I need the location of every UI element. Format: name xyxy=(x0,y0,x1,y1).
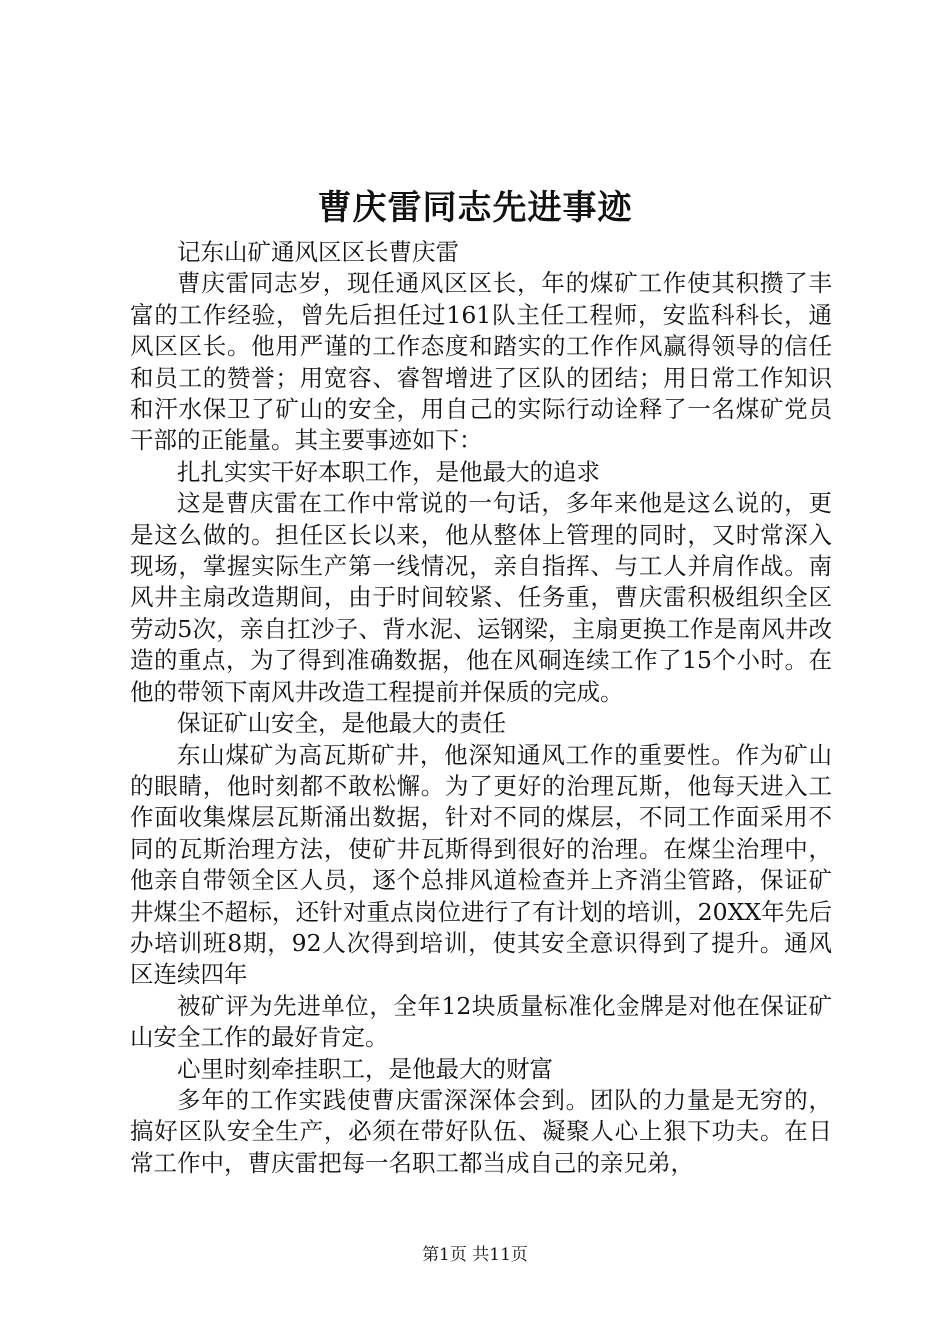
document-title: 曹庆雷同志先进事迹 xyxy=(317,188,633,228)
section-heading: 心里时刻牵挂职工，是他最大的财富 xyxy=(177,1054,553,1083)
document-body xyxy=(130,237,832,1179)
subtitle-paragraph: 记东山矿通风区区长曹庆雷 xyxy=(177,238,459,266)
body-paragraph: 被矿评为先进单位，全年12块质量标准化金牌是对他在保证矿山安全工作的最好肯定。 xyxy=(130,991,832,1052)
page-number-footer: 第1页 共11页 xyxy=(422,1245,528,1265)
section-heading: 保证矿山安全，是他最大的责任 xyxy=(177,709,506,738)
body-paragraph: 曹庆雷同志岁，现任通风区区长，年的煤矿工作使其积攒了丰富的工作经验，曾先后担任过161队主任工程师，安监科科长，通风区区长。他用严谨的工作态度和踏实的工作作风赢得领导的信任和员工的赞誉；用宽容、睿智增进了区队的团结；用日常工作知识和汗水保卫了矿山的安全，用自己的实际行动诠释了一名煤矿党员干部的正能量。其主要事迹如下： xyxy=(130,269,832,455)
body-paragraph: 东山煤矿为高瓦斯矿井，他深知通风工作的重要性。作为矿山的眼睛，他时刻都不敢松懈。为了更好的治理瓦斯，他每天进入工作面收集煤层瓦斯涌出数据，针对不同的煤层，不同工作面采用不同的瓦斯治理方法，使矿井瓦斯得到很好的治理。在煤尘治理中，他亲自带领全区人员，逐个总排风道检查并上齐消尘管路，保证矿井煤尘不超标，还针对重点岗位进行了有计划的培训，20XX年先后办培训班8期，92人次得到培训，使其安全意识得到了提升。通风区连续四年 xyxy=(130,740,832,989)
section-heading: 扎扎实实干好本职工作，是他最大的追求 xyxy=(177,457,600,486)
body-paragraph: 多年的工作实践使曹庆雷深深体会到。团队的力量是无穷的，搞好区队安全生产，必须在带好队伍、凝聚人心上狠下功夫。在日常工作中，曹庆雷把每一名职工都当成自己的亲兄弟， xyxy=(130,1085,832,1177)
body-paragraph: 这是曹庆雷在工作中常说的一句话，多年来他是这么说的，更是这么做的。担任区长以来，他从整体上管理的同时，又时常深入现场，掌握实际生产第一线情况，亲自指挥、与工人并肩作战。南风井主扇改造期间，由于时间较紧、任务重，曹庆雷积极组织全区劳动5次，亲自扛沙子、背水泥、运钢梁，主扇更换工作是南风井改造的重点，为了得到准确数据，他在风硐连续工作了15个小时。在他的带领下南风井改造工程提前并保质的完成。 xyxy=(130,489,832,706)
